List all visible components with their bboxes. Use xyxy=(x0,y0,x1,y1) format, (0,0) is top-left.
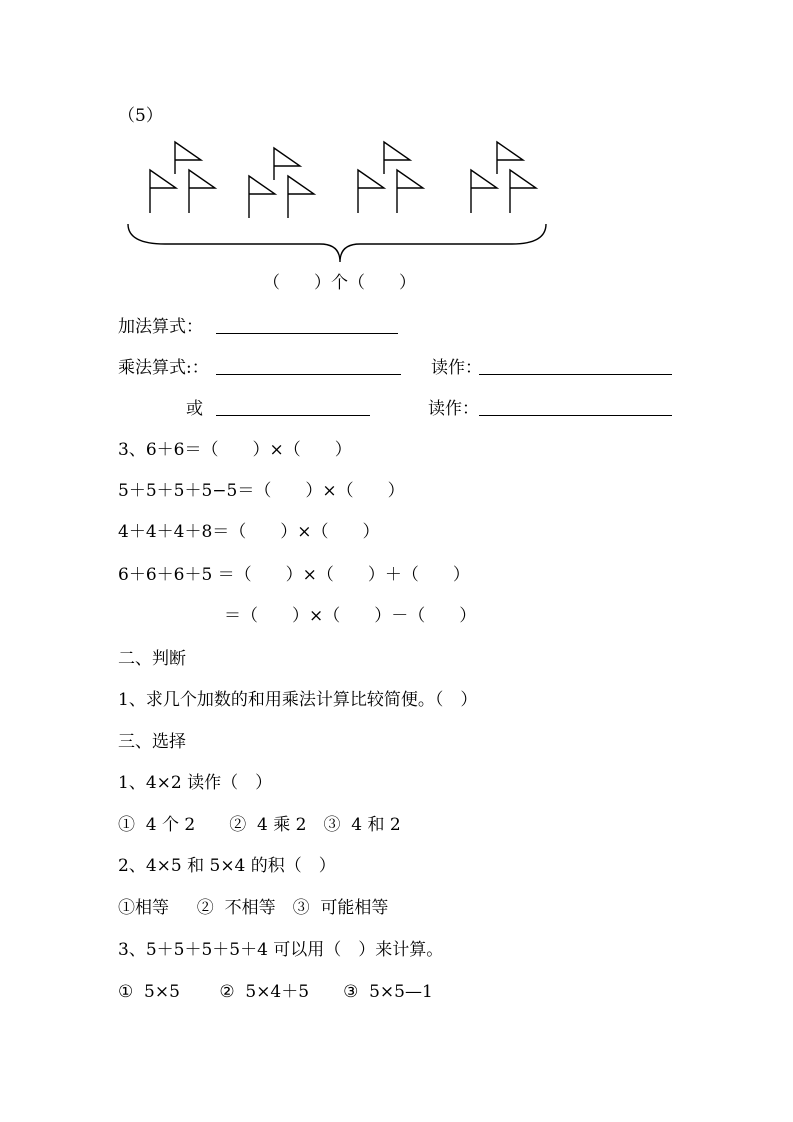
choice-heading: 三、选择 xyxy=(118,732,186,752)
addition-label: 加法算式： xyxy=(118,317,203,337)
or-label: 或 xyxy=(186,399,203,419)
flag-1-top xyxy=(175,142,201,174)
read-as-blank-2[interactable] xyxy=(479,415,672,416)
read-as-blank-1[interactable] xyxy=(479,374,672,375)
flag-2-right xyxy=(288,176,314,218)
equation-2: 5＋5＋5＋5−5＝（ ）×（ ） xyxy=(118,481,405,501)
choice-question-1: 1、4×2 读作（ ） xyxy=(118,773,273,793)
choice-question-2: 2、4×5 和 5×4 的积（ ） xyxy=(118,856,336,876)
choice-question-3: 3、5＋5＋5＋5＋4 可以用（ ）来计算。 xyxy=(118,940,444,960)
flag-4-left xyxy=(471,170,497,213)
equation-1: 3、6＋6＝（ ）×（ ） xyxy=(118,440,352,460)
choice-question-3-options: ① 5×5 ② 5×4＋5 ③ 5×5—1 xyxy=(118,982,433,1002)
flag-2-top xyxy=(274,148,300,180)
equation-3: 4＋4＋4＋8＝（ ）×（ ） xyxy=(118,522,380,542)
equation-4-line-2: ＝（ ）×（ ）－（ ） xyxy=(224,606,477,626)
flag-3-left xyxy=(358,170,384,213)
problem-number: （5） xyxy=(118,106,163,126)
multiplication-label: 乘法算式:： xyxy=(118,358,209,378)
read-as-label-2: 读作： xyxy=(428,399,479,419)
answer-label: （ ）个（ ） xyxy=(263,273,416,293)
flag-groups-figure xyxy=(0,0,793,300)
flag-3-right xyxy=(397,170,423,213)
judge-heading: 二、判断 xyxy=(118,649,186,669)
choice-question-2-options: ①相等 ② 不相等 ③ 可能相等 xyxy=(118,898,389,918)
flag-4-right xyxy=(510,170,536,213)
equation-4-line-1: 6＋6＋6＋5 ＝（ ）×（ ）＋（ ） xyxy=(118,565,470,585)
flag-2-left xyxy=(249,176,275,218)
curly-brace xyxy=(128,224,546,262)
addition-blank[interactable] xyxy=(216,333,398,334)
flag-1-right xyxy=(189,170,215,213)
or-blank[interactable] xyxy=(216,415,370,416)
multiplication-blank[interactable] xyxy=(216,374,401,375)
choice-question-1-options: ① 4 个 2 ② 4 乘 2 ③ 4 和 2 xyxy=(118,815,401,835)
flag-1-left xyxy=(150,170,176,213)
read-as-label-1: 读作： xyxy=(431,358,482,378)
judge-question-1: 1、求几个加数的和用乘法计算比较简便。（ ） xyxy=(118,690,478,710)
